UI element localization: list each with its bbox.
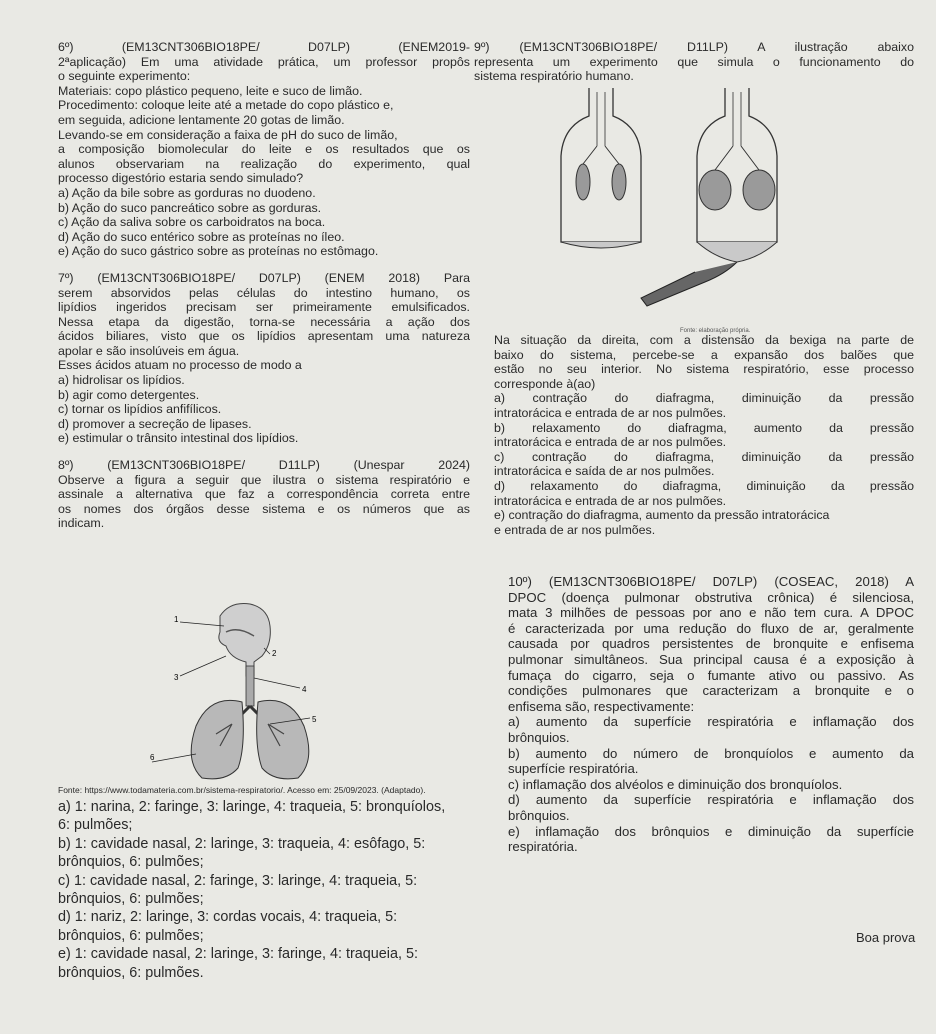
q8-option-c[interactable]: c) 1: cavidade nasal, 2: faringe, 3: laringe, 4: traqueia, 5: — [58, 872, 418, 889]
left-column — [58, 40, 470, 531]
figure-label-6: 6 — [150, 753, 155, 762]
q7-option-b[interactable]: b) agir como detergentes. — [58, 387, 200, 402]
figure-label-5: 5 — [312, 715, 317, 724]
q9-body-line: corresponde à(ao) — [494, 376, 596, 391]
question-10 — [508, 574, 914, 855]
q10-option-b[interactable]: b) aumento do número de bronquíolos e aumento da — [508, 745, 914, 761]
q10-line: DPOC (doença pulmonar obstrutiva crônica) é silenciosa, — [508, 589, 914, 605]
figure-label-2: 2 — [272, 649, 277, 658]
figure-label-4: 4 — [302, 685, 307, 694]
q10-option-e-cont: respiratória. — [508, 839, 578, 855]
right-column — [474, 40, 914, 84]
q9-body-line: Na situação da direita, com a distensão da bexiga na parte de — [494, 333, 914, 347]
q10-option-b-cont: superfície respiratória. — [508, 761, 639, 777]
q10-line: pulmonar simultâneos. Sua principal causa é a exposição à — [508, 651, 914, 667]
q6-line: em seguida, adicione lentamente 20 gotas de limão. — [58, 112, 345, 127]
q9-option-a[interactable]: a) contração do diafragma, diminuição da pressão — [494, 391, 914, 406]
q8-option-e-cont: brônquios, 6: pulmões. — [58, 964, 204, 981]
q8-line: os nomes dos órgãos desse sistema e os números que as — [58, 501, 470, 516]
q10-line: é caracterizada por uma redução do fluxo de ar, geralmente — [508, 620, 914, 636]
q10-line: enfisema são, respectivamente: — [508, 698, 695, 714]
q10-line: causada por quadros persistentes de bronquite e enfisema — [508, 636, 914, 652]
q10-option-a-cont: brônquios. — [508, 729, 570, 745]
q8-option-d-cont: brônquios, 6: pulmões; — [58, 927, 204, 944]
q10-option-e[interactable]: e) inflamação dos brônquios e diminuição da superfície — [508, 823, 914, 839]
q8-line: Observe a figura a seguir que ilustra o sistema respiratório e — [58, 472, 470, 487]
q9-line: sistema respiratório humano. — [474, 69, 634, 84]
q7-option-e[interactable]: e) estimular o trânsito intestinal dos lipídios. — [58, 431, 299, 446]
q6-line: Procedimento: coloque leite até a metade do copo plástico e, — [58, 98, 394, 113]
q7-option-d[interactable]: d) promover a secreção de lipases. — [58, 416, 252, 431]
q6-option-c[interactable]: c) Ação da saliva sobre os carboidratos na boca. — [58, 215, 326, 230]
q9-option-e[interactable]: e) contração do diafragma, aumento da pressão intratorácica — [494, 508, 830, 523]
q10-line: condições pulmonares que caracterizam a bronquite e o — [508, 683, 914, 699]
q7-line: Nessa etapa da digestão, torna-se necessária a ação dos — [58, 314, 470, 329]
q6-option-b[interactable]: b) Ação do suco pancreático sobre as gorduras. — [58, 200, 322, 215]
q7-line: Esses ácidos atuam no processo de modo a — [58, 358, 302, 373]
q9-option-b[interactable]: b) relaxamento do diafragma, aumento da pressão — [494, 420, 914, 435]
figure-label-3: 3 — [174, 673, 179, 682]
q8-line: 8º) (EM13CNT306BIO18PE/ D11LP) (Unespar 2024) — [58, 458, 470, 473]
q7-line: serem absorvidos pelas células do intestino humano, os — [58, 285, 470, 300]
q9-option-d-cont: intratorácica e entrada de ar nos pulmões. — [494, 493, 727, 508]
q10-option-c[interactable]: c) inflamação dos alvéolos e diminuição dos bronquíolos. — [508, 776, 843, 792]
question-7 — [58, 271, 470, 446]
q9-line: 9º) (EM13CNT306BIO18PE/ D11LP) A ilustração abaixo — [474, 40, 914, 54]
q9-figure-source: Fonte: elaboração própria. — [680, 328, 751, 334]
question-8 — [58, 458, 470, 531]
q6-line: alunos observariam na realização do experimento, qual — [58, 156, 470, 171]
q6-line: 2ªaplicação) Em uma atividade prática, um professor propôs — [58, 54, 470, 69]
q8-option-a-cont: 6: pulmões; — [58, 817, 133, 834]
q6-line: o seguinte experimento: — [58, 69, 191, 84]
question-9-body — [494, 333, 914, 537]
q6-option-d[interactable]: d) Ação do suco entérico sobre as proteínas no íleo. — [58, 229, 345, 244]
q8-line: assinale a alternativa que faz a correspondência correta entre — [58, 487, 470, 502]
q6-line: Levando-se em consideração a faixa de pH do suco de limão, — [58, 127, 398, 142]
q6-line: processo digestório estaria sendo simulado? — [58, 171, 304, 186]
q10-option-a[interactable]: a) aumento da superfície respiratória e inflamação dos — [508, 714, 914, 730]
q9-body-line: estão no seu interior. No sistema respiratório, esse processo — [494, 362, 914, 377]
q8-option-a[interactable]: a) 1: narina, 2: faringe, 3: laringe, 4: traqueia, 5: bronquíolos, — [58, 799, 446, 815]
q9-line: representa um experimento que simula o funcionamento do — [474, 54, 914, 69]
q8-line: indicam. — [58, 516, 105, 531]
q8-option-c-cont: brônquios, 6: pulmões; — [58, 891, 204, 908]
question-6 — [58, 40, 470, 259]
respiratory-system-figure — [150, 596, 320, 786]
q6-line: 6º) (EM13CNT306BIO18PE/ D07LP) (ENEM2019- — [58, 40, 470, 54]
q9-option-b-cont: intratorácica e entrada de ar nos pulmões. — [494, 435, 727, 450]
q7-option-c[interactable]: c) tornar os lipídios anfifílicos. — [58, 402, 222, 417]
q7-line: apolar e são insolúveis em água. — [58, 343, 240, 358]
q8-options — [58, 798, 470, 982]
q9-option-c[interactable]: c) contração do diafragma, diminuição da pressão — [494, 449, 914, 464]
q6-option-e[interactable]: e) Ação do suco gástrico sobre as proteínas no estômago. — [58, 244, 379, 259]
q6-line: Materiais: copo plástico pequeno, leite e suco de limão. — [58, 83, 363, 98]
figure-label-1: 1 — [174, 615, 179, 624]
bell-jar-experiment-figure — [555, 86, 795, 326]
q6-option-a[interactable]: a) Ação da bile sobre as gorduras no duodeno. — [58, 185, 316, 200]
question-9-header — [474, 40, 914, 84]
q6-line: a composição biomolecular do leite e os resultados que os — [58, 142, 470, 157]
q8-option-b-cont: brônquios, 6: pulmões; — [58, 854, 204, 871]
q10-line: fumaça do cigarro, seja o fumante ativo ou passivo. As — [508, 667, 914, 683]
q9-option-c-cont: intratorácica e saída de ar nos pulmões. — [494, 464, 715, 479]
q8-option-d[interactable]: d) 1: nariz, 2: laringe, 3: cordas vocais, 4: traqueia, 5: — [58, 909, 398, 926]
q10-line: 10º) (EM13CNT306BIO18PE/ D07LP) (COSEAC, 2018) A — [508, 574, 914, 589]
q8-option-e[interactable]: e) 1: cavidade nasal, 2: laringe, 3: faringe, 4: traqueia, 5: — [58, 946, 418, 963]
q10-line: mata 3 milhões de pessoas por ano e não tem cura. A DPOC — [508, 605, 914, 621]
q7-line: lipídios ingeridos precisam ser primeiramente emulsificados. — [58, 300, 470, 315]
q7-line: 7º) (EM13CNT306BIO18PE/ D07LP) (ENEM 2018) Para — [58, 270, 470, 285]
q7-line: ácidos biliares, visto que os lipídios apresentam uma natureza — [58, 329, 470, 344]
q10-option-d-cont: brônquios. — [508, 807, 570, 823]
footer-greeting: Boa prova — [856, 930, 916, 945]
q8-figure-source: Fonte: https://www.todamateria.com.br/sistema-respiratorio/. Acesso em: 25/09/2023. (Adaptado). — [58, 785, 426, 795]
q9-option-e-cont: e entrada de ar nos pulmões. — [494, 522, 656, 537]
q7-option-a[interactable]: a) hidrolisar os lipídios. — [58, 373, 185, 388]
q10-option-d[interactable]: d) aumento da superfície respiratória e inflamação dos — [508, 792, 914, 808]
q9-option-a-cont: intratorácica e entrada de ar nos pulmões. — [494, 405, 727, 420]
q9-option-d[interactable]: d) relaxamento do diafragma, diminuição da pressão — [494, 478, 914, 493]
q8-option-b[interactable]: b) 1: cavidade nasal, 2: laringe, 3: traqueia, 4: esôfago, 5: — [58, 835, 426, 852]
q9-body-line: baixo do sistema, percebe-se a expansão dos balões que — [494, 347, 914, 362]
